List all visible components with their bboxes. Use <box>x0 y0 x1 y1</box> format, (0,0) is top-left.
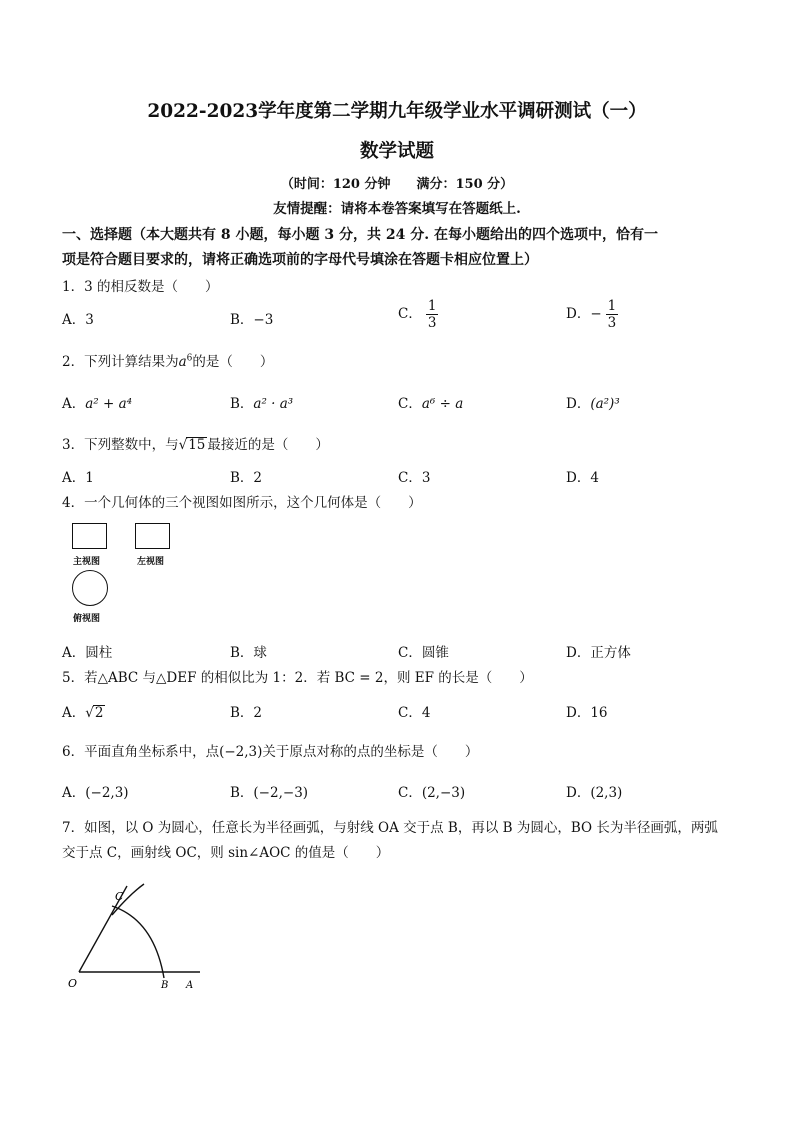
q2-option-a <box>62 392 132 412</box>
three-view-figure <box>62 518 192 628</box>
q1-d-denominator: 3 <box>607 315 617 331</box>
q1-c-denominator: 3 <box>427 315 437 331</box>
question-7-line2: 交于点 C，画射线 OC，则 sin∠AOC 的值是（ ） <box>62 845 390 861</box>
question-7-line1: 7．如图，以 O 为圆心，任意长为半径画弧，与射线 OA 交于点 B，再以 B 为圆心，BO 长为半径画弧，两弧 <box>62 820 718 836</box>
q2-d-expr: (a²)³ <box>590 396 620 412</box>
question-5-stem: 5．若△ABC 与△DEF 的相似比为 1：2．若 BC = 2，则 EF 的长是（ ） <box>62 670 533 686</box>
q4-option-d: D．正方体 <box>566 645 631 661</box>
q5-option-a <box>62 701 105 721</box>
q2-b-prefix: B． <box>230 396 254 412</box>
q3-option-b: B．2 <box>230 470 263 486</box>
question-2-stem <box>62 350 273 370</box>
q4-option-a: A．圆柱 <box>62 645 113 661</box>
q2-b-expr: a² · a³ <box>253 396 294 412</box>
subject-title: 数学试题 <box>359 141 434 162</box>
q5-option-b: B．2 <box>230 705 263 721</box>
q3-stem-root: 15 <box>188 437 206 453</box>
q2-stem-pre: 2．下列计算结果为 <box>62 354 179 370</box>
left-view-label: 左视图 <box>137 557 165 567</box>
label-o: O <box>68 977 78 990</box>
exam-title: 2022-2023学年度第二学期九年级学业水平调研测试（一） <box>147 101 647 122</box>
left-view-rect <box>135 523 170 549</box>
label-b: B <box>161 980 169 991</box>
q3-option-a: A．1 <box>62 470 94 486</box>
q2-c-expr: a⁶ ÷ a <box>421 396 464 412</box>
q1-option-c-fraction <box>426 298 439 331</box>
q1-option-d <box>566 298 618 331</box>
reminder-text: 友情提醒：请将本卷答案填写在答题纸上. <box>273 201 521 217</box>
q6-option-c: C．(2,−3) <box>398 785 466 801</box>
q4-option-b: B．球 <box>230 645 267 661</box>
q2-option-c <box>398 392 463 412</box>
q3-stem-pre: 3．下列整数中，与 <box>62 437 179 453</box>
sqrt-symbol: √ <box>85 705 94 721</box>
q1-option-b: B．−3 <box>230 312 274 328</box>
q1-option-c-prefix: C． <box>398 306 422 322</box>
q1-option-d-fraction <box>606 298 619 331</box>
top-view-circle <box>72 570 108 606</box>
q2-stem-exp: 6 <box>186 353 193 364</box>
q5-option-c: C．4 <box>398 705 431 721</box>
q1-d-numerator: 1 <box>607 298 617 314</box>
top-view-label: 俯视图 <box>73 614 101 624</box>
q2-option-d <box>566 392 620 412</box>
q1-c-numerator: 1 <box>427 298 437 314</box>
sqrt-symbol: √ <box>178 437 188 453</box>
q3-option-d: D．4 <box>566 470 599 486</box>
q2-a-prefix: A． <box>62 396 86 412</box>
question-1-stem: 1．3 的相反数是（ ） <box>62 279 219 295</box>
compass-construction-figure <box>62 870 212 1000</box>
q6-option-b: B．(−2,−3) <box>230 785 309 801</box>
q6-option-d: D．(2,3) <box>566 785 623 801</box>
q2-a-expr: a² + a⁴ <box>85 396 133 412</box>
question-6-stem: 6．平面直角坐标系中，点(−2,3)关于原点对称的点的坐标是（ ） <box>62 744 479 760</box>
section-heading-line2: 项是符合题目要求的，请将正确选项前的字母代号填涂在答题卡相应位置上） <box>62 252 538 268</box>
front-view-label: 主视图 <box>73 557 101 567</box>
q1-option-c <box>398 298 438 331</box>
section-heading-line1: 一、选择题（本大题共有 8 小题，每小题 3 分，共 24 分. 在每小题给出的四个选项中，恰有一 <box>62 227 658 243</box>
q5-a-root: 2 <box>94 705 104 721</box>
label-a: A <box>186 980 194 991</box>
q2-stem-post: 的是（ ） <box>192 354 274 370</box>
q5-option-d: D．16 <box>566 705 608 721</box>
q1-option-a: A．3 <box>62 312 94 328</box>
q2-d-prefix: D． <box>566 396 591 412</box>
q3-option-c: C．3 <box>398 470 431 486</box>
q2-stem-var: a <box>178 354 187 370</box>
question-4-stem: 4．一个几何体的三个视图如图所示，这个几何体是（ ） <box>62 495 422 511</box>
q2-option-b <box>230 392 293 412</box>
label-c: C <box>115 890 124 903</box>
q1-option-d-prefix: D．− <box>566 306 602 322</box>
q5-a-prefix: A． <box>62 705 86 721</box>
q4-option-c: C．圆锥 <box>398 645 449 661</box>
question-3-stem <box>62 433 329 453</box>
q2-c-prefix: C． <box>398 396 422 412</box>
front-view-rect <box>72 523 107 549</box>
q6-option-a: A．(−2,3) <box>62 785 129 801</box>
arc-centered-o <box>112 906 164 978</box>
q3-stem-post: 最接近的是（ ） <box>207 437 329 453</box>
time-score-info: （时间：120 分钟 满分：150 分） <box>280 177 514 192</box>
